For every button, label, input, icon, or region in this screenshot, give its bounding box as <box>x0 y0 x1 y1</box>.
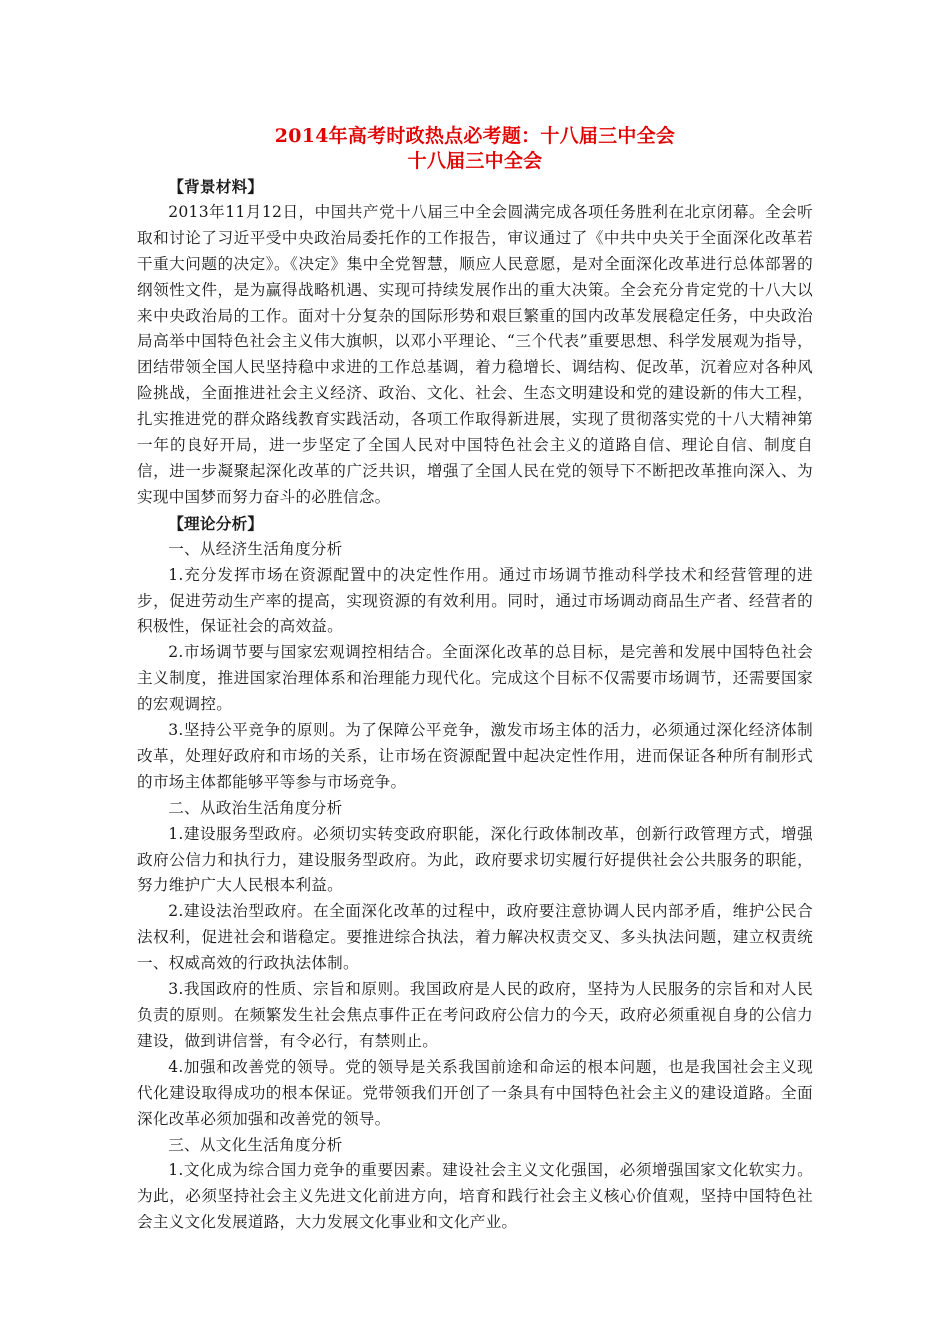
background-heading: 【背景材料】 <box>168 177 264 196</box>
document-title: 2014年高考时政热点必考题：十八届三中全会 <box>274 125 676 147</box>
cultural-analysis-heading: 三、从文化生活角度分析 <box>168 1135 343 1154</box>
economic-point-2: 2.市场调节要与国家宏观调控相结合。全面深化改革的总目标，是完善和发展中国特色社会主义制度，推进国家治理体系和治理能力现代化。完成这个目标不仅需要市场调节，还需要国家的宏观调控。 <box>137 643 813 714</box>
economic-point-1: 1.充分发挥市场在资源配置中的决定性作用。通过市场调节推动科学技术和经营管理的进步，促进劳动生产率的提高，实现资源的有效利用。同时，通过市场调动商品生产者、经营者的积极性，保证社会的高效益。 <box>137 565 813 636</box>
political-point-4: 4.加强和改善党的领导。党的领导是关系我国前途和命运的根本问题，也是我国社会主义现代化建设取得成功的根本保证。党带领我们开创了一条具有中国特色社会主义的建设道路。全面深化改革必须加强和改善党的领导。 <box>137 1057 813 1128</box>
document-subtitle: 十八届三中全会 <box>407 150 543 172</box>
economic-point-3: 3.坚持公平竞争的原则。为了保障公平竞争，激发市场主体的活力，必须通过深化经济体制改革，处理好政府和市场的关系，让市场在资源配置中起决定性作用，进而保证各种所有制形式的市场主体都能够平等参与市场竞争。 <box>137 721 813 791</box>
economic-analysis-heading: 一、从经济生活角度分析 <box>168 539 343 558</box>
political-point-2: 2.建设法治型政府。在全面深化改革的过程中，政府要注意协调人民内部矛盾，维护公民合法权利，促进社会和谐稳定。要推进综合执法，着力解决权责交叉、多头执法问题，建立权责统一、权威高效的行政执法体制。 <box>137 902 813 973</box>
political-point-3: 3.我国政府的性质、宗旨和原则。我国政府是人民的政府，坚持为人民服务的宗旨和对人民负责的原则。在频繁发生社会焦点事件正在考问政府公信力的今天，政府必须重视自身的公信力建设，做到讲信誉，有令必行，有禁则止。 <box>137 980 813 1050</box>
document-page <box>137 124 813 1236</box>
background-paragraph: 2013年11月12日，中国共产党十八届三中全会圆满完成各项任务胜利在北京闭幕。全会听取和讨论了习近平受中央政治局委托作的工作报告，审议通过了《中共中央关于全面深化改革若干重大问题的决定》。《决定》集中全党智慧，顺应人民意愿，是对全面深化改革进行总体部署的纲领性文件，是为赢得战略机遇、实现可持续发展作出的重大决策。全会充分肯定党的十八大以来中央政治局的工作。面对十分复杂的国际形势和艰巨繁重的国内改革发展稳定任务，中央政治局高举中国特色社会主义伟大旗帜，以邓小平理论、“三个代表”重要思想、科学发展观为指导，团结带领全国人民坚持稳中求进的工作总基调，着力稳增长、调结构、促改革，沉着应对各种风险挑战，全面推进社会主义经济、政治、文化、社会、生态文明建设和党的建设新的伟大工程，扎实推进党的群众路线教育实践活动，各项工作取得新进展，实现了贯彻落实党的十八大精神第一年的良好开局，进一步坚定了全国人民对中国特色社会主义的道路自信、理论自信、制度自信，进一步凝聚起深化改革的广泛共识，增强了全国人民在党的领导下不断把改革推向深入、为实现中国梦而努力奋斗的必胜信念。 <box>137 202 813 506</box>
political-point-1: 1.建设服务型政府。必须切实转变政府职能，深化行政体制改革，创新行政管理方式，增强政府公信力和执行力，建设服务型政府。为此，政府要求切实履行好提供社会公共服务的职能，努力维护广大人民根本利益。 <box>137 824 813 895</box>
political-analysis-heading: 二、从政治生活角度分析 <box>168 798 343 817</box>
theory-heading: 【理论分析】 <box>168 513 264 533</box>
cultural-point-1: 1.文化成为综合国力竞争的重要因素。建设社会主义文化强国，必须增强国家文化软实力。为此，必须坚持社会主义先进文化前进方向，培育和践行社会主义核心价值观，坚持中国特色社会主义文化发展道路，大力发展文化事业和文化产业。 <box>137 1161 813 1232</box>
